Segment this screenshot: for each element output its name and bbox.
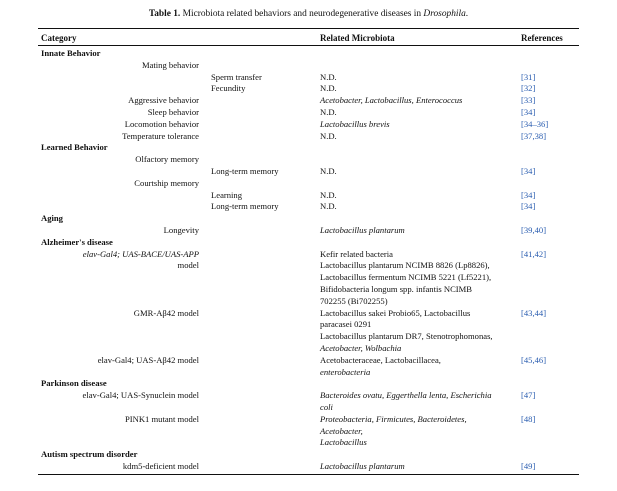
caption-text: Microbiota related behaviors and neurodegenerative diseases in bbox=[182, 9, 422, 19]
category-cell: Longevity bbox=[163, 224, 199, 235]
caption-label: Table 1. bbox=[148, 9, 181, 19]
microbiota-cell: N.D. bbox=[320, 83, 337, 94]
table-row bbox=[38, 414, 579, 426]
microbiota-cell: Acetobacter, Wolbachia bbox=[320, 342, 402, 353]
microbiota-cell: paracasei 0291 bbox=[320, 319, 372, 330]
microbiota-cell: Acetobacter, bbox=[320, 425, 363, 436]
reference-cell: [34] bbox=[521, 165, 536, 176]
table-row bbox=[38, 296, 579, 308]
table-row bbox=[38, 284, 579, 296]
table-row bbox=[38, 308, 579, 320]
reference-cell: [41,42] bbox=[521, 248, 547, 259]
reference-cell: [39,40] bbox=[521, 224, 547, 235]
reference-cell: [37,38] bbox=[521, 130, 547, 141]
reference-cell: [47] bbox=[521, 390, 536, 401]
reference-cell: [48] bbox=[521, 413, 536, 424]
reference-cell: [34] bbox=[521, 106, 536, 117]
category-cell: Locomotion behavior bbox=[124, 118, 199, 129]
microbiota-cell: Lactobacillus brevis bbox=[320, 118, 390, 129]
table-row bbox=[38, 249, 579, 261]
microbiota-cell: Lactobacillus plantarum DR7, Stenotrophomonas, bbox=[320, 331, 493, 342]
category-cell: elav-Gal4; UAS-Aβ42 model bbox=[97, 354, 199, 365]
table-row bbox=[38, 119, 579, 131]
category-cell: Mating behavior bbox=[141, 59, 199, 70]
column-header-references: References bbox=[521, 33, 563, 43]
microbiota-cell: Lactobacillus plantarum NCIMB 8826 (Lp8826), bbox=[320, 260, 490, 271]
category-cell: elav-Gal4; UAS-Synuclein model bbox=[82, 390, 199, 401]
microbiota-cell: N.D. bbox=[320, 106, 337, 117]
table-section-row bbox=[38, 237, 579, 249]
microbiota-cell: Bacteroides ovatu, Eggerthella lenta, Escherichia bbox=[320, 390, 492, 401]
table-row bbox=[38, 154, 579, 166]
category-cell: GMR-Aβ42 model bbox=[133, 307, 199, 318]
table-row bbox=[38, 272, 579, 284]
table-section-row bbox=[38, 142, 579, 154]
column-header-category: Category bbox=[41, 33, 77, 43]
table-row bbox=[38, 402, 579, 414]
reference-cell: [34] bbox=[521, 201, 536, 212]
table-row bbox=[38, 166, 579, 178]
caption-organism: Drosophila bbox=[423, 9, 466, 19]
subcategory-cell: Learning bbox=[211, 189, 243, 200]
microbiota-cell: Lactobacillus plantarum bbox=[320, 224, 405, 235]
microbiota-cell: Kefir related bacteria bbox=[320, 248, 393, 259]
microbiota-cell: N.D. bbox=[320, 71, 337, 82]
category-cell: Aggressive behavior bbox=[128, 95, 199, 106]
column-header-microbiota: Related Microbiota bbox=[320, 33, 395, 43]
category-cell: Courtship memory bbox=[134, 177, 199, 188]
section-heading: Autism spectrum disorder bbox=[41, 449, 138, 460]
subcategory-cell: Long-term memory bbox=[211, 201, 279, 212]
microbiota-cell: N.D. bbox=[320, 189, 337, 200]
table-row bbox=[38, 437, 579, 449]
reference-cell: [32] bbox=[521, 83, 536, 94]
table-caption bbox=[0, 9, 617, 19]
reference-cell: [34–36] bbox=[521, 118, 549, 129]
table-row bbox=[38, 107, 579, 119]
section-heading: Innate Behavior bbox=[41, 48, 101, 58]
microbiota-cell: N.D. bbox=[320, 165, 337, 176]
table-row bbox=[38, 260, 579, 272]
section-heading: Parkinson disease bbox=[41, 378, 107, 389]
table-row bbox=[38, 178, 579, 190]
category-cell: Temperature tolerance bbox=[122, 130, 199, 141]
microbiota-cell: 702255 (Bi702255) bbox=[320, 295, 388, 306]
table-body bbox=[38, 48, 579, 473]
microbiota-cell: enterobacteria bbox=[320, 366, 371, 377]
table-bottom-rule bbox=[38, 474, 579, 475]
section-heading: Aging bbox=[41, 213, 63, 224]
table-row bbox=[38, 131, 579, 143]
reference-cell: [43,44] bbox=[521, 307, 547, 318]
microbiota-cell: N.D. bbox=[320, 201, 337, 212]
subcategory-cell: Long-term memory bbox=[211, 165, 279, 176]
microbiota-cell: Bifidobacteria longum spp. infantis NCIMB bbox=[320, 283, 473, 294]
microbiota-cell: N.D. bbox=[320, 130, 337, 141]
table-row bbox=[38, 225, 579, 237]
microbiota-cell: Lactobacillus sakei Probio65, Lactobacillus bbox=[320, 307, 471, 318]
table-header-rule bbox=[38, 45, 579, 46]
category-cell: kdm5-deficient model bbox=[122, 460, 199, 471]
caption-end: . bbox=[465, 9, 469, 19]
table-row bbox=[38, 461, 579, 473]
category-cell: PINK1 mutant model bbox=[125, 413, 199, 424]
subcategory-cell: Fecundity bbox=[211, 83, 246, 94]
section-heading: Learned Behavior bbox=[41, 142, 108, 153]
category-cell: model bbox=[177, 260, 199, 271]
microbiota-cell: Proteobacteria, Firmicutes, Bacteroidetes, bbox=[320, 413, 467, 424]
table-top-rule bbox=[38, 28, 579, 29]
table-row bbox=[38, 367, 579, 379]
microbiota-cell: Lactobacillus bbox=[320, 437, 367, 448]
table-row bbox=[38, 426, 579, 438]
table-row bbox=[38, 83, 579, 95]
category-cell: Sleep behavior bbox=[147, 106, 199, 117]
subcategory-cell: Sperm transfer bbox=[211, 71, 262, 82]
table-row bbox=[38, 390, 579, 402]
table-row bbox=[38, 343, 579, 355]
microbiota-cell: Lactobacillus fermentum NCIMB 5221 (Lf5221), bbox=[320, 272, 492, 283]
microbiota-cell: Acetobacteraceae, Lactobacillacea, bbox=[320, 354, 441, 365]
section-heading: Alzheimer's disease bbox=[41, 236, 113, 247]
reference-cell: [33] bbox=[521, 95, 536, 106]
table-row bbox=[38, 95, 579, 107]
table-row bbox=[38, 60, 579, 72]
table-row bbox=[38, 201, 579, 213]
reference-cell: [45,46] bbox=[521, 354, 547, 365]
microbiota-cell: Lactobacillus plantarum bbox=[320, 460, 405, 471]
table-row bbox=[38, 190, 579, 202]
table-row bbox=[38, 319, 579, 331]
reference-cell: [31] bbox=[521, 71, 536, 82]
reference-cell: [49] bbox=[521, 460, 536, 471]
microbiota-cell: Acetobacter, Lactobacillus, Enterococcus bbox=[320, 95, 463, 106]
table-section-row bbox=[38, 213, 579, 225]
category-cell: elav-Gal4; UAS-BACE/UAS-APP bbox=[82, 248, 199, 259]
microbiota-cell: coli bbox=[320, 401, 333, 412]
table-row bbox=[38, 72, 579, 84]
table-section-row bbox=[38, 449, 579, 461]
reference-cell: [34] bbox=[521, 189, 536, 200]
table-section-row bbox=[38, 378, 579, 390]
category-cell: Olfactory memory bbox=[135, 154, 199, 165]
table-row bbox=[38, 331, 579, 343]
table-section-row bbox=[38, 48, 579, 60]
table-row bbox=[38, 355, 579, 367]
